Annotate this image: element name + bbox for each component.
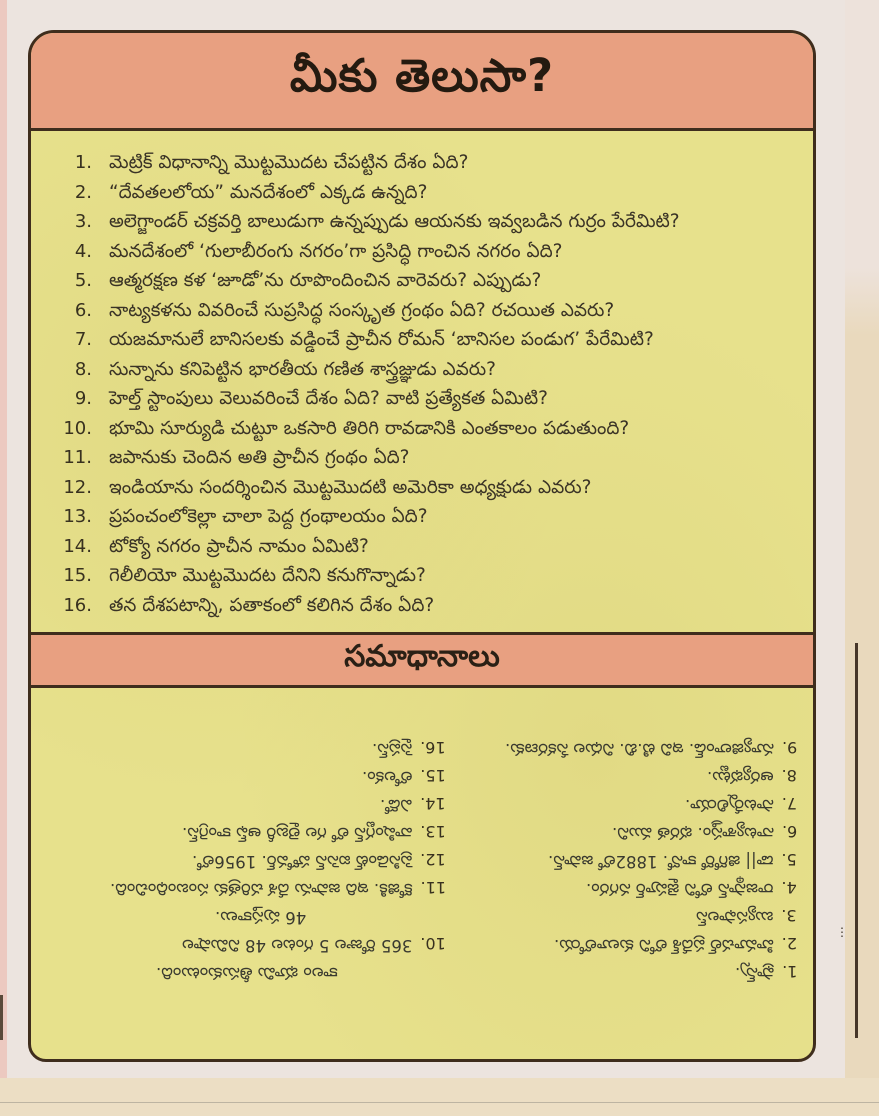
answer-text: ఎడో. [380,796,413,816]
answer-number: 1. [781,962,797,982]
question-text: మనదేశంలో ‘గులాబీరంగు నగరం’గా ప్రసిద్ధి గాంచిన నగరం ఏది? [109,240,563,262]
question-row [45,477,799,507]
answer-line [707,762,797,790]
answer-line [548,846,797,874]
answer-number: 3. [781,906,797,926]
answer-text: బ్యుసఫాలస్ [696,908,774,928]
question-number: 13. [63,506,92,527]
answer-number: 15. [420,766,446,786]
question-number: 10. [63,417,92,439]
questions-list [31,131,813,632]
answer-line [110,874,446,902]
question-number: 8. [74,358,92,380]
question-number: 2. [74,181,92,203]
page-edge-bottom [0,1078,879,1116]
answer-number: 2. [781,934,797,954]
left-edge-mark [0,995,3,1040]
answer-line [192,846,446,874]
question-number: 12. [63,476,92,498]
bottom-scan-line [0,1102,879,1103]
question-number: 9. [74,388,92,409]
print-speck: ⋮ [836,925,848,939]
page-title: మీకు తెలుసా? [289,48,555,102]
answer-line [505,734,797,762]
question-number: 1. [74,152,92,173]
question-row [45,359,799,389]
answer-text: కాలం భూమి తీసుకుంటుంది. [156,964,338,984]
question-row [45,329,799,359]
answer-text: కోజికి. ఇది జపాను దేశ చరిత్రకు సంబంధించింది. [109,880,413,900]
answer-text: ఆర్యభట్టు. [707,768,774,788]
question-text: టోక్యో నగరం ప్రాచీన నామం ఏమిటి? [109,535,369,557]
answer-line [372,734,446,762]
answer-text: న్యూజిలాండ్. ఇవి టి.బి. నిధుల సేకరణకు. [504,740,774,760]
answer-line [182,818,446,846]
answers-title: సమాధానాలు [344,639,500,674]
question-row [45,447,799,477]
question-text: యజమానులే బానిసలకు వడ్డించే ప్రాచీన రోమన్ ‘బానిసల పండుగ’ పేరేమిటి? [109,329,654,350]
answer-number: 7. [781,794,797,814]
answer-number: 5. [781,850,797,870]
adjacent-page-line [855,643,858,1038]
answer-line-continuation [215,902,306,930]
answers-column-1-9 [446,734,797,1059]
question-row [45,182,799,212]
answer-line [735,958,797,986]
question-number: 14. [63,535,92,557]
answer-number: 6. [781,822,797,842]
page-edge-right [845,0,879,1116]
question-text: తన దేశపటాన్ని, పతాకంలో కలిగిన దేశం ఏది? [109,594,435,616]
question-text: మెట్రిక్ విధానాన్ని మొట్టమొదట చేపట్టిన దేశం ఏది? [109,152,469,173]
answer-number: 10. [420,934,446,954]
question-text: “దేవతలలోయ” మనదేశంలో ఎక్కడ ఉన్నది? [109,181,428,203]
question-text: భూమి సూర్యుడి చుట్టూ ఒకసారి తిరిగి రావడానికి ఎంతకాలం పడుతుంది? [109,417,630,439]
answer-text: ఫ్రాన్స్. [734,964,774,984]
answer-text: హిమాచల్ ప్రదేశ్ లోని కులూలోయ. [554,936,774,956]
quiz-title-band [31,33,813,131]
answer-number: 12. [420,850,446,870]
question-number: 16. [63,594,92,616]
answers-section [31,688,813,1059]
answer-number: 9. [781,738,797,758]
question-text: ఇండియాను సందర్శించిన మొట్టమొదటి అమెరికా అధ్యక్షుడు ఎవరు? [109,476,592,498]
answer-number: 13. [420,822,446,842]
answer-number: 11. [420,878,446,898]
answer-text: డా|| జిగోరో కానో. 1882లో జపాన్. [548,852,774,872]
answer-line [362,762,446,790]
answers-title-band [31,632,813,688]
question-text: అలెగ్జాండర్ చక్రవర్తి బాలుడుగా ఉన్నప్పుడు ఆయనకు ఇవ్వబడిన గుర్రం పేరేమిటి? [109,211,680,232]
question-number: 15. [63,565,92,586]
question-row [45,211,799,241]
answers-column-10-16 [61,734,446,1059]
answer-number: 4. [781,878,797,898]
question-row [45,152,799,182]
question-text: ప్రపంచంలోకెల్లా చాలా పెద్ద గ్రంథాలయం ఏది? [109,506,428,527]
question-row [45,565,799,595]
answer-text: ప్రెసిడెంట్ ఐసెన్ హోవర్. 1956లో. [192,852,413,872]
question-row [45,270,799,300]
question-row [45,241,799,271]
question-number: 4. [74,240,92,262]
answer-line [380,790,446,818]
answer-line [554,930,797,958]
page-edge-left [0,0,7,1116]
question-text: జపానుకు చెందిన అతి ప్రాచీన గ్రంథం ఏది? [109,447,410,468]
question-row [45,595,799,625]
answer-line [182,930,446,958]
answer-line [696,902,797,930]
question-text: సున్నాను కనిపెట్టిన భారతీయ గణిత శాస్త్రజ్ఞుడు ఎవరు? [109,358,496,380]
answer-number: 14. [420,794,446,814]
answer-text: లోలకం. [362,768,413,788]
question-text: గెలీలియో మొట్టమొదట దేనిని కనుగొన్నాడు? [109,565,426,586]
answer-number: 16. [420,738,446,758]
question-number: 5. [74,270,92,291]
answer-text: సైప్రస్. [372,740,413,760]
answer-text: 46 పుస్తకాలు. [214,908,306,928]
question-row [45,418,799,448]
question-number: 11. [63,447,92,468]
question-text: హెల్త్ స్టాంపులు వెలువరించే దేశం ఏది? వాటి ప్రత్యేకత ఏమిటి? [109,388,548,409]
answer-line [586,874,797,902]
question-row [45,536,799,566]
question-number: 7. [74,329,92,350]
question-number: 6. [74,299,92,321]
question-number: 3. [74,211,92,232]
question-row [45,388,799,418]
answer-line-continuation [156,958,338,986]
quiz-card [28,30,816,1062]
answer-text: నాట్యశాస్త్రం. భరత ముని. [611,824,774,844]
answer-line [612,818,797,846]
answer-line [685,790,797,818]
answer-text: రాజస్థాన్ లోని జైపూర్ నగరం. [586,880,774,900]
answer-text: సాటర్నేలియా. [684,796,774,816]
answer-number: 8. [781,766,797,786]
answer-text: వాషింగ్టన్ లో గల లైబ్రరీ ఆఫ్ కాంగ్రెస్. [182,824,413,844]
question-text: నాట్యకళను వివరించే సుప్రసిద్ధ సంస్కృత గ్రంథం ఏది? రచయిత ఎవరు? [109,299,615,321]
question-text: ఆత్మరక్షణ కళ ‘జూడో’ను రూపొందించిన వారెవరు? ఎప్పుడు? [109,270,542,291]
question-row [45,506,799,536]
question-row [45,300,799,330]
answer-text: 365 రోజుల 5 గంటల 48 నిమిషాల [182,936,413,956]
